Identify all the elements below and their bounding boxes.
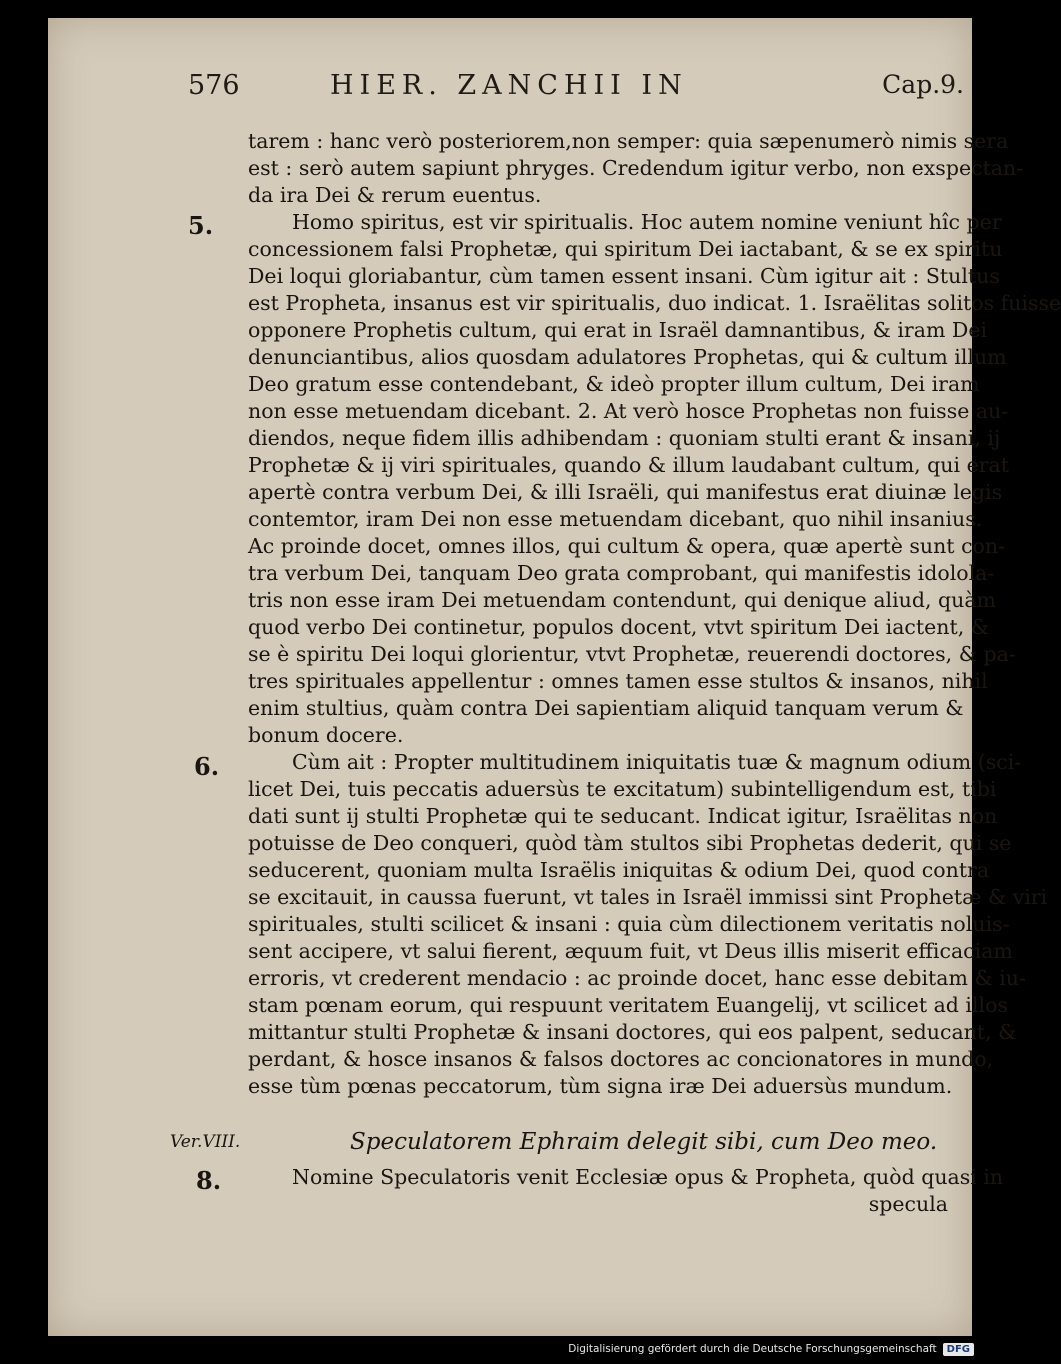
footer-credit: Digitalisierung gefördert durch die Deutsche Forschungsgemeinschaft [568, 1343, 937, 1355]
text-line: seducerent, quoniam multa Israëlis iniquitas & odium Dei, quod contra [248, 858, 990, 882]
text-line: sent accipere, vt salui fierent, æquum fuit, vt Deus illis miserit efficaciam [248, 939, 1013, 963]
text-line: bonum docere. [248, 723, 404, 747]
text-line: Homo spiritus, est vir spiritualis. Hoc autem nomine veniunt hîc per [292, 210, 1002, 234]
text-line: quod verbo Dei continetur, populos docent, vtvt spiritum Dei iactent, & [248, 615, 989, 639]
text-line: Deo gratum esse contendebant, & ideò propter illum cultum, Dei iram [248, 372, 980, 396]
margin-verse-5: 5. [188, 211, 214, 240]
text-line: spirituales, stulti scilicet & insani : quia cùm dilectionem veritatis noluis- [248, 912, 1010, 936]
text-line: tarem : hanc verò posteriorem,non semper: quia sæpenumerò nimis sera [248, 129, 1009, 153]
text-line: Prophetæ & ij viri spirituales, quando & illum laudabant cultum, qui erat [248, 453, 1009, 477]
text-line: tres spirituales appellentur : omnes tamen esse stultos & insanos, nihil [248, 669, 988, 693]
text-line: esse tùm pœnas peccatorum, tùm signa iræ Dei aduersùs mundum. [248, 1074, 953, 1098]
text-line: tra verbum Dei, tanquam Deo grata comprobant, qui manifestis idolola- [248, 561, 995, 585]
main-text [248, 128, 1061, 1100]
text-line: diendos, neque fidem illis adhibendam : quoniam stulti erant & insani, ij [248, 426, 1001, 450]
text-line: erroris, vt crederent mendacio : ac proinde docet, hanc esse debitam & iu- [248, 966, 1026, 990]
text-line: tris non esse iram Dei metuendam contendunt, qui denique aliud, quàm [248, 588, 996, 612]
text-line: licet Dei, tuis peccatis aduersùs te excitatum) subintelligendum est, tibi [248, 777, 997, 801]
text-line: enim stultius, quàm contra Dei sapientiam aliquid tanquam verum & [248, 696, 964, 720]
text-line: contemtor, iram Dei non esse metuendam dicebant, quo nihil insanius. [248, 507, 983, 531]
verse-title: Speculatorem Ephraim delegit sibi, cum Deo meo. [350, 1129, 938, 1155]
text-line: Ac proinde docet, omnes illos, qui cultum & opera, quæ apertè sunt con- [248, 534, 1006, 558]
text-line: da ira Dei & rerum euentus. [248, 183, 542, 207]
dfg-logo-icon: DFG [943, 1343, 974, 1356]
text-line: non esse metuendam dicebant. 2. At verò hosce Prophetas non fuisse au- [248, 399, 1009, 423]
text-line: perdant, & hosce insanos & falsos doctores ac concionatores in mundo, [248, 1047, 994, 1071]
chapter-label: Cap.9. [882, 70, 964, 99]
text-line: stam pœnam eorum, qui respuunt veritatem Euangelij, vt scilicet ad illos [248, 993, 1008, 1017]
final-text [248, 1164, 1004, 1218]
running-header [188, 64, 964, 108]
running-head: HIER. ZANCHII IN [330, 70, 688, 101]
margin-verse-label: Ver.VIII. [170, 1132, 241, 1152]
text-line: Nomine Speculatoris venit Ecclesiæ opus & Propheta, quòd quasi in [292, 1165, 1004, 1189]
text-line: denunciantibus, alios quosdam adulatores Prophetas, qui & cultum illum [248, 345, 1007, 369]
page-number: 576 [188, 70, 240, 101]
text-line: Cùm ait : Propter multitudinem iniquitatis tuæ & magnum odium (sci- [292, 750, 1022, 774]
text-line: dati sunt ij stulti Prophetæ qui te seducant. Indicat igitur, Israëlitas non [248, 804, 998, 828]
digitization-footer [568, 1340, 974, 1358]
text-line: potuisse de Deo conqueri, quòd tàm stultos sibi Prophetas dederit, qui se [248, 831, 1012, 855]
text-line: se excitauit, in caussa fuerunt, vt tales in Israël immissi sint Prophetæ & viri [248, 885, 1048, 909]
text-line: est : serò autem sapiunt phryges. Credendum igitur verbo, non exspectan- [248, 156, 1024, 180]
text-line: apertè contra verbum Dei, & illi Israëli, qui manifestus erat diuinæ legis [248, 480, 1003, 504]
text-line: concessionem falsi Prophetæ, qui spiritum Dei iactabant, & se ex spiritu [248, 237, 1003, 261]
catchword: specula [868, 1192, 948, 1216]
text-line: Dei loqui gloriabantur, cùm tamen essent insani. Cùm igitur ait : Stultus [248, 264, 1000, 288]
margin-verse-8: 8. [196, 1166, 222, 1195]
text-line: est Propheta, insanus est vir spiritualis, duo indicat. 1. Israëlitas solitos fuisse [248, 291, 1061, 315]
margin-verse-6: 6. [194, 752, 220, 781]
text-line: se è spiritu Dei loqui glorientur, vtvt Prophetæ, reuerendi doctores, & pa- [248, 642, 1016, 666]
text-line: mittantur stulti Prophetæ & insani doctores, qui eos palpent, seducant, & [248, 1020, 1017, 1044]
text-line: opponere Prophetis cultum, qui erat in Israël damnantibus, & iram Dei [248, 318, 988, 342]
